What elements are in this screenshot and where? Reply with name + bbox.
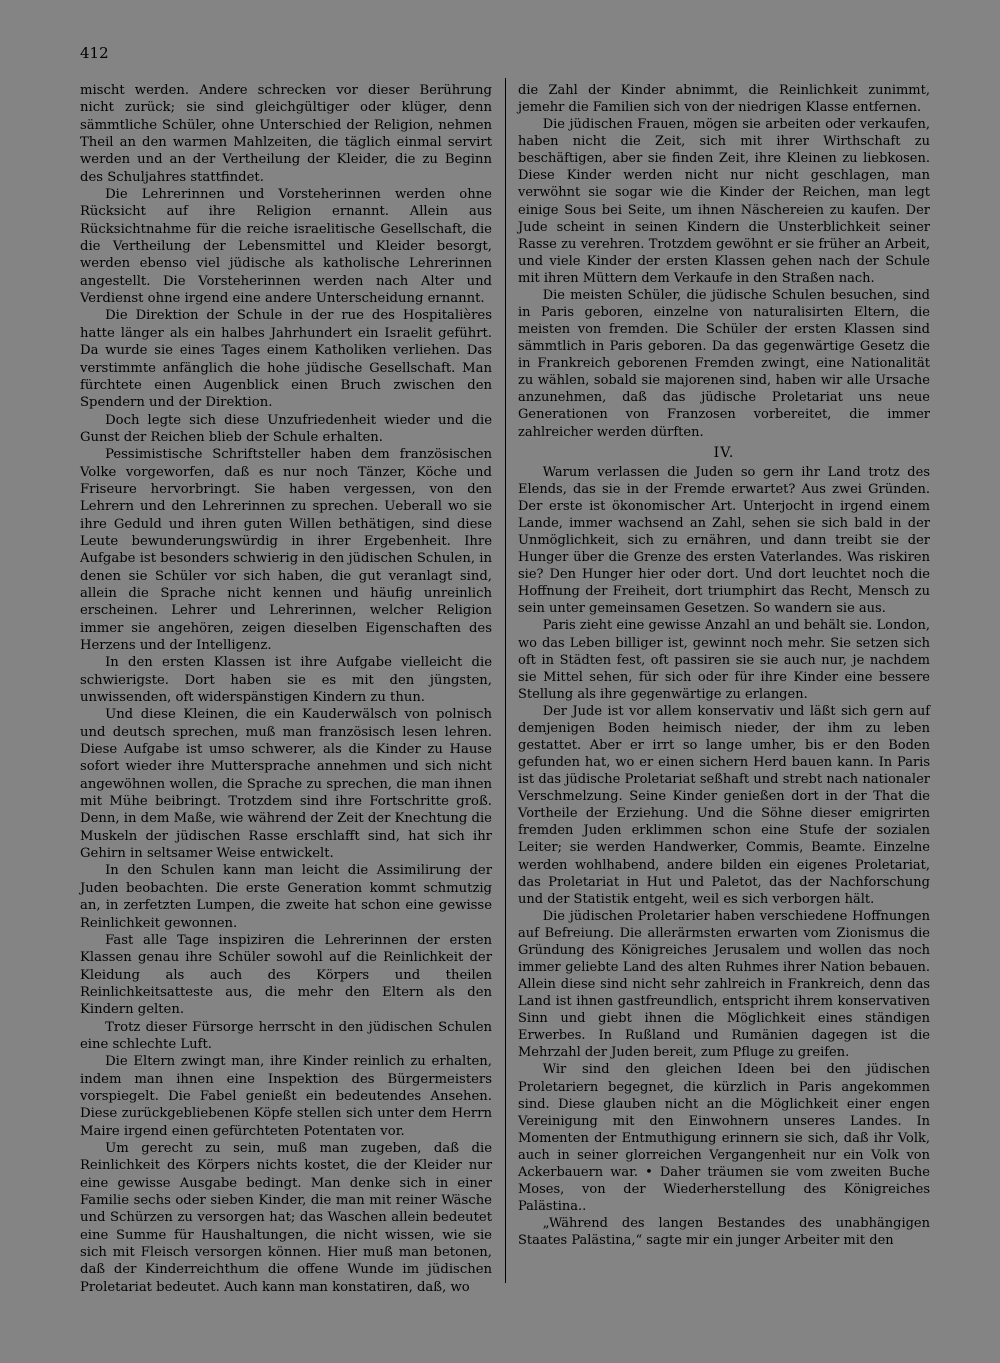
section-heading: IV.: [713, 444, 735, 461]
paragraph: Trotz dieser Fürsorge herrscht in den jüdischen Schulen eine schlechte Luft.: [80, 1019, 492, 1052]
paragraph: Die Lehrerinnen und Vorsteherinnen werden ohne Rücksicht auf ihre Religion ernannt. Allein aus Rücksichtnahme für die reiche israelitische Gesellschaft, die die Vertheilung der Lebensmittel und Kleider besorgt, werden ebenso viel jüdische als katholische Lehrerinnen angestellt. Die Vorsteherinnen werden nach Alter und Verdienst ohne irgend eine andere Unterscheidung ernannt.: [80, 187, 492, 307]
paragraph: Doch legte sich diese Unzufriedenheit wieder und die Gunst der Reichen blieb der Schule erhalten.: [80, 412, 492, 445]
paragraph: In den Schulen kann man leicht die Assimilirung der Juden beobachten. Die erste Generation kommt schmutzig an, in zerfetzten Lumpen, die zweite hat schon eine gewisse Reinlichkeit gewonnen.: [80, 863, 492, 931]
paragraph: Die Direktion der Schule in der rue des Hospitalières hatte länger als ein halbes Jahrhundert ein Israelit geführt. Da wurde sie eines Tages einem Katholiken verliehen. Das verstimmte anfänglich die hohe jüdische Gesellschaft. Man fürchtete einen Augenblick einen Bruch zwischen den Spendern und der Direktion.: [80, 308, 492, 411]
paragraph: die Zahl der Kinder abnimmt, die Reinlichkeit zunimmt, jemehr die Familien sich von der niedrigen Klasse entfernen.: [518, 83, 930, 116]
paragraph: In den ersten Klassen ist ihre Aufgabe vielleicht die schwierigste. Dort haben sie es mit den jüngsten, unwissenden, oft widerspänstigen Kindern zu thun.: [80, 655, 492, 706]
paragraph: „Während des langen Bestandes des unabhängigen Staates Palästina,“ sagte mir ein junger Arbeiter mit den: [518, 1216, 930, 1249]
paragraph: Fast alle Tage inspiziren die Lehrerinnen der ersten Klassen genau ihre Schüler sowohl auf die Reinlichkeit der Kleidung als auch des Körpers und theilen Reinlichkeitsatteste aus, die mehr den Eltern als den Kindern gelten.: [80, 932, 492, 1018]
paragraph: Die meisten Schüler, die jüdische Schulen besuchen, sind in Paris geboren, einzelne von naturalisirten Eltern, die meisten von fremden. Die Schüler der ersten Klassen sind sämmtlich in Paris geboren. Da das gegenwärtige Gesetz die in Frankreich geborenen Fremden zwingt, eine Nationalität zu wählen, sobald sie majorenen sind, haben wir alle Ursache anzunehmen, daß das jüdische Proletariat uns neue Generationen von Franzosen vorbereitet, die immer zahlreicher werden dürften.: [518, 287, 930, 440]
page-number: 412: [80, 44, 109, 62]
column-divider: [505, 78, 506, 1283]
paragraph: mischt werden. Andere schrecken vor dieser Berührung nicht zurück; sie sind gleichgültiger oder klüger, denn sämmtliche Schüler, ohne Unterschied der Religion, nehmen Theil an den warmen Mahlzeiten, die täglich einmal servirt werden und an der Vertheilung der Kleider, die zu Beginn des Schuljahres stattfindet.: [80, 83, 492, 185]
paragraph: Die jüdischen Frauen, mögen sie arbeiten oder verkaufen, haben nicht die Zeit, sich mit ihrer Wirthschaft zu beschäftigen, aber sie finden Zeit, ihre Kleinen zu liebkosen. Diese Kinder werden nicht nur nicht geschlagen, man verwöhnt sie sogar wie die Kinder der Reichen, man legt einige Sous bei Seite, um ihnen Näschereien zu kaufen. Der Jude scheint in seinen Kindern die Unsterblichkeit seiner Rasse zu verehren. Trotzdem gewöhnt er sie früher an Arbeit, und viele Kinder der ersten Klassen gehen nach der Schule mit ihren Müttern dem Verkaufe in den Straßen nach.: [518, 117, 930, 286]
paragraph: Und diese Kleinen, die ein Kauderwälsch von polnisch und deutsch sprechen, muß man französisch lesen lehren. Diese Aufgabe ist umso schwerer, als die Kinder zu Hause sofort wieder ihre Muttersprache annehmen und sich nicht angewöhnen wollen, die Sprache zu sprechen, die man ihnen mit Mühe beibringt. Trotzdem sind ihre Fortschritte groß. Denn, in dem Maße, wie während der Zeit der Knechtung die Muskeln der jüdischen Rasse erschlafft sind, hat sich ihr Gehirn in seltsamer Weise entwickelt.: [80, 707, 492, 862]
paragraph: Um gerecht zu sein, muß man zugeben, daß die Reinlichkeit des Körpers nichts kostet, die der Kleider nur eine gewisse Ausgabe bedingt. Man denke sich in einer Familie sechs oder sieben Kinder, die man mit reiner Wäsche und Schürzen zu versorgen hat; das Waschen allein bedeutet eine Summe für Haushaltungen, die nicht wissen, wie sie sich mit Fleisch versorgen können. Hier muß man betonen, daß der Kinderreichthum die offene Wunde im jüdischen Proletariat bedeutet. Auch kann man konstatiren, daß, wo: [80, 1140, 492, 1295]
left-column: [80, 82, 492, 1296]
paragraph: Pessimistische Schriftsteller haben dem französischen Volke vorgeworfen, daß es nur noch Tänzer, Köche und Friseure hervorbringt. Sie haben vergessen, von den Lehrern und den Lehrerinnen zu sprechen. Ueberall wo sie ihre Geduld und ihren guten Willen bethätigen, sind diese Leute bewunderungswürdig in ihrer Ergebenheit. Ihre Aufgabe ist besonders schwierig in den jüdischen Schulen, in denen sie Schüler vor sich haben, die gut veranlagt sind, allein die Sprache nicht kennen und häufig unreinlich erscheinen. Lehrer und Lehrerinnen, welcher Religion immer sie angehören, zeigen dieselben Eigenschaften des Herzens und der Intelligenz.: [80, 447, 492, 653]
paragraph: Wir sind den gleichen Ideen bei den jüdischen Proletariern begegnet, die kürzlich in Paris angekommen sind. Diese glauben nicht an die Möglichkeit einer engen Vereinigung mit den Einwohnern unseres Landes. In Momenten der Entmuthigung erinnern sie sich, daß ihr Volk, auch in seiner glorreichen Vergangenheit nur ein Volk von Ackerbauern war. • Daher träumen sie vom zweiten Buche Moses, von der Wiederherstellung des Königreiches Palästina..: [518, 1062, 930, 1215]
paragraph: Die jüdischen Proletarier haben verschiedene Hoffnungen auf Befreiung. Die allerärmsten erwarten vom Zionismus die Gründung des Königreiches Jerusalem und wollen das noch immer geliebte Land des alten Ruhmes ihrer Nation bebauen. Allein diese sind nicht sehr zahlreich in Frankreich, denn das Land ist ihnen gastfreundlich, entspricht ihrem konservativen Sinn und giebt ihnen die Möglichkeit eines ständigen Erwerbes. In Rußland und Rumänien dagegen ist die Mehrzahl der Juden bereit, zum Pfluge zu greifen.: [518, 908, 930, 1061]
right-column: [518, 82, 930, 1249]
paragraph: Paris zieht eine gewisse Anzahl an und behält sie. London, wo das Leben billiger ist, gewinnt noch mehr. Sie setzen sich oft in Städten fest, oft passiren sie sie auch nur, je nachdem sie Mittel sehen, für sich oder für ihre Kinder eine bessere Stellung als ihre gegenwärtige zu erlangen.: [518, 618, 930, 702]
paragraph: Die Eltern zwingt man, ihre Kinder reinlich zu erhalten, indem man ihnen eine Inspektion des Bürgermeisters vorspiegelt. Die Fabel genießt ein bedeutendes Ansehen. Diese zurückgebliebenen Köpfe stellen sich unter dem Herrn Maire irgend einen gefürchteten Potentaten vor.: [80, 1054, 492, 1139]
paragraph: Warum verlassen die Juden so gern ihr Land trotz des Elends, das sie in der Fremde erwartet? Aus zwei Gründen. Der erste ist ökonomischer Art. Unterjocht in irgend einem Lande, immer wachsend an Zahl, sehen sie sich bald in der Unmöglichkeit, sich zu ernähren, und dann treibt sie der Hunger über die Grenze des ersten Vaterlandes. Was riskiren sie? Den Hunger hier oder dort. Und dort leuchtet noch die Hoffnung der Freiheit, dort triumphirt das Recht, Mensch zu sein unter gemeinsamen Gesetzen. So wandern sie aus.: [518, 464, 930, 617]
paragraph: Der Jude ist vor allem konservativ und läßt sich gern auf demjenigen Boden heimisch nieder, der ihm zu leben gestattet. Aber er irrt so lange umher, bis er den Boden gefunden hat, wo er einen sichern Herd bauen kann. In Paris ist das jüdische Proletariat seßhaft und strebt nach nationaler Verschmelzung. Seine Kinder genießen dort in der That die Vortheile der Erziehung. Und die Söhne dieser emigrirten fremden Juden erklimmen schon eine Stufe der sozialen Leiter; sie werden Handwerker, Commis, Beamte. Einzelne werden wohlhabend, andere bilden ein eigenes Proletariat, das Proletariat in Hut und Paletot, das der Nachforschung und der Statistik entgeht, weil es sich verborgen hält.: [518, 703, 930, 907]
